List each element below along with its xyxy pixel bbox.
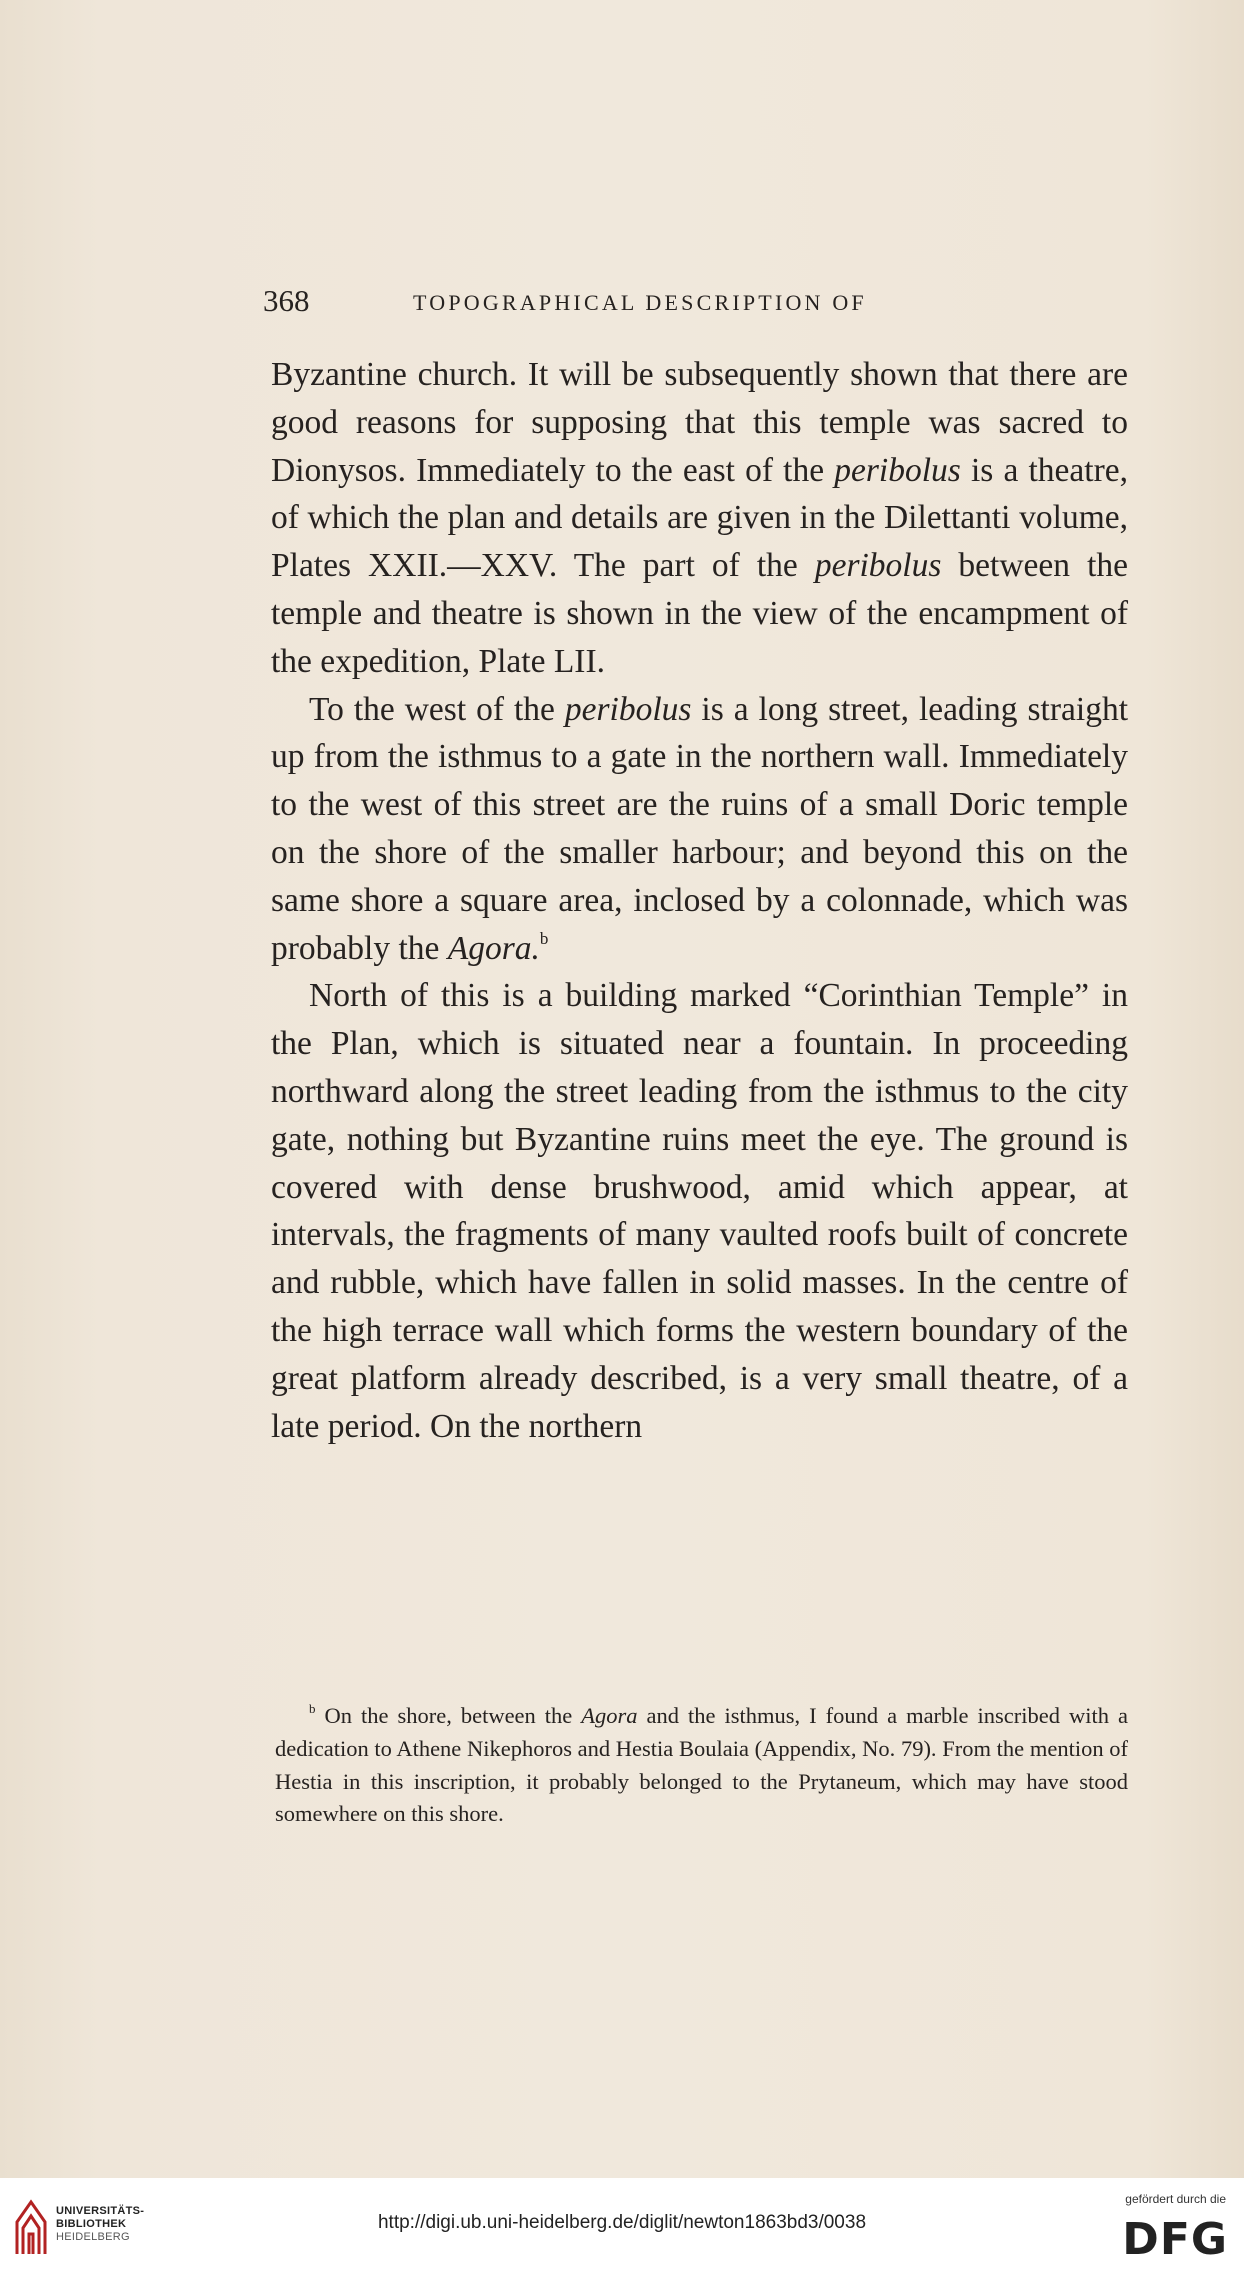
italic-term: peribolus — [564, 690, 692, 728]
permalink-url[interactable]: http://digi.ub.uni-heidelberg.de/diglit/newton1863bd3/0038 — [377, 2212, 867, 2233]
viewer-footer — [0, 2178, 1244, 2271]
funded-by-label: gefördert durch die — [1125, 2192, 1226, 2206]
paragraph-1 — [271, 351, 1128, 686]
paragraph-3: North of this is a building marked “Corinthian Temple” in the Plan, which is situated near a fountain. In proceeding northward along the street leading from the isthmus to the city gate, nothing but Byzantine ruins meet the eye. The ground is covered with dense brushwood, amid which appear, at intervals, the fragments of many vaulted roofs built of concrete and rubble, which have fallen in solid masses. In the centre of the high terrace wall which forms the western boundary of the great platform already described, is a very small theatre, of a late period. On the northern — [271, 977, 1128, 1445]
footnote — [275, 1700, 1128, 1831]
footnote-mark: b — [309, 1701, 316, 1716]
italic-term: Agora — [581, 1703, 638, 1728]
text-run: between the temple and theatre is shown in the view of the encampment of the expedition, Plate LII. — [271, 547, 1128, 680]
dfg-logo: DFG — [1122, 2214, 1228, 2265]
text-run: Byzantine church. It will be subsequently shown that there are good reasons for supposing that this temple was sacred to Dionysos. Immediately to the east of the — [271, 356, 1128, 489]
paragraph-2 — [271, 686, 1128, 973]
text-run: To the west of the — [309, 690, 565, 728]
text-run: is a theatre, of which the plan and details are given in the Dilettanti volume, Plates XXII.—XXV. The part of the — [271, 451, 1128, 585]
text-run: is a long street, leading straight up from the isthmus to a gate in the northern wall. Immediately to the west of this street are the ruins of a small Doric temple on the shore of the smaller harbour; and beyond this on the same shore a square area, inclosed by a colonnade, which was probably the — [271, 690, 1129, 967]
library-name: UNIVERSITÄTS- BIBLIOTHEK HEIDELBERG — [56, 2205, 145, 2243]
italic-term: peribolus — [814, 547, 942, 585]
italic-term: Agora. — [447, 929, 540, 967]
running-title: TOPOGRAPHICAL DESCRIPTION OF — [413, 290, 867, 315]
text-run: and the isthmus, I found a marble inscribed with a dedication to Athene Nikephoros and Hestia Boulaia (Appendix, No. 79). From the mention of Hestia in this inscription, it probably belonged to the Prytaneum, which may have stood somewhere on this shore. — [275, 1703, 1128, 1827]
body-text — [271, 351, 1128, 1450]
footnote-reference[interactable]: b — [539, 928, 549, 948]
italic-term: peribolus — [834, 451, 961, 489]
page-number: 368 — [263, 283, 310, 318]
text-run: On the shore, between the — [315, 1703, 582, 1728]
running-head — [263, 283, 963, 323]
